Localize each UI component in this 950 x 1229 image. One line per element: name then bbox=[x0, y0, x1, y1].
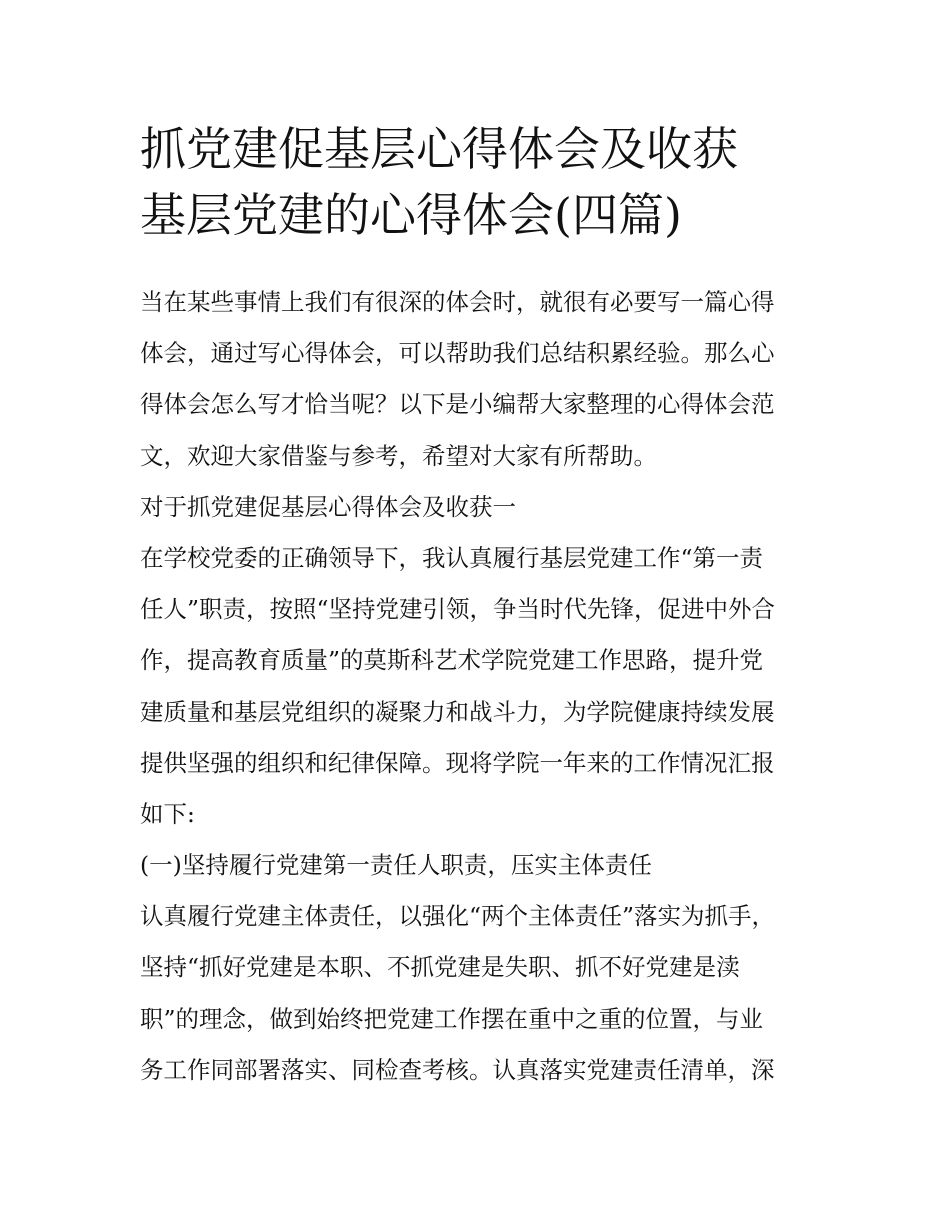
body-line: 提供坚强的组织和纪律保障。现将学院一年来的工作情况汇报 bbox=[140, 748, 775, 777]
section-heading: 对于抓党建促基层心得体会及收获一 bbox=[140, 492, 516, 521]
document-body bbox=[140, 277, 820, 1096]
body-line: 作，提高教育质量”的莫斯科艺术学院党建工作思路，提升党 bbox=[140, 646, 764, 675]
body-line: 体会，通过写心得体会，可以帮助我们总结积累经验。那么心 bbox=[140, 339, 775, 368]
body-line: 文，欢迎大家借鉴与参考，希望对大家有所帮助。 bbox=[140, 441, 657, 470]
body-line: 在学校党委的正确领导下，我认真履行基层党建工作“第一责 bbox=[140, 543, 764, 572]
body-line: 当在某些事情上我们有很深的体会时，就很有必要写一篇心得 bbox=[140, 288, 775, 316]
subsection-heading: (一)坚持履行党建第一责任人职责，压实主体责任 bbox=[140, 851, 652, 880]
body-line: 务工作同部署落实、同检查考核。认真落实党建责任清单，深 bbox=[140, 1055, 775, 1084]
body-line: 职”的理念，做到始终把党建工作摆在重中之重的位置，与业 bbox=[140, 1004, 764, 1033]
body-line: 坚持“抓好党建是本职、不抓党建是失职、抓不好党建是渎 bbox=[140, 953, 740, 982]
body-line: 建质量和基层党组织的凝聚力和战斗力，为学院健康持续发展 bbox=[140, 697, 775, 726]
body-line: 认真履行党建主体责任，以强化“两个主体责任”落实为抓手， bbox=[140, 902, 776, 931]
title-line-2: 基层党建的心得体会(四篇) bbox=[140, 188, 682, 242]
title-line-1: 抓党建促基层心得体会及收获 bbox=[140, 122, 738, 176]
document-title bbox=[140, 116, 820, 248]
body-line: 得体会怎么写才恰当呢？以下是小编帮大家整理的心得体会范 bbox=[140, 390, 775, 419]
body-line: 任人”职责，按照“坚持党建引领，争当时代先锋，促进中外合 bbox=[140, 595, 776, 624]
body-line: 如下: bbox=[140, 799, 195, 828]
